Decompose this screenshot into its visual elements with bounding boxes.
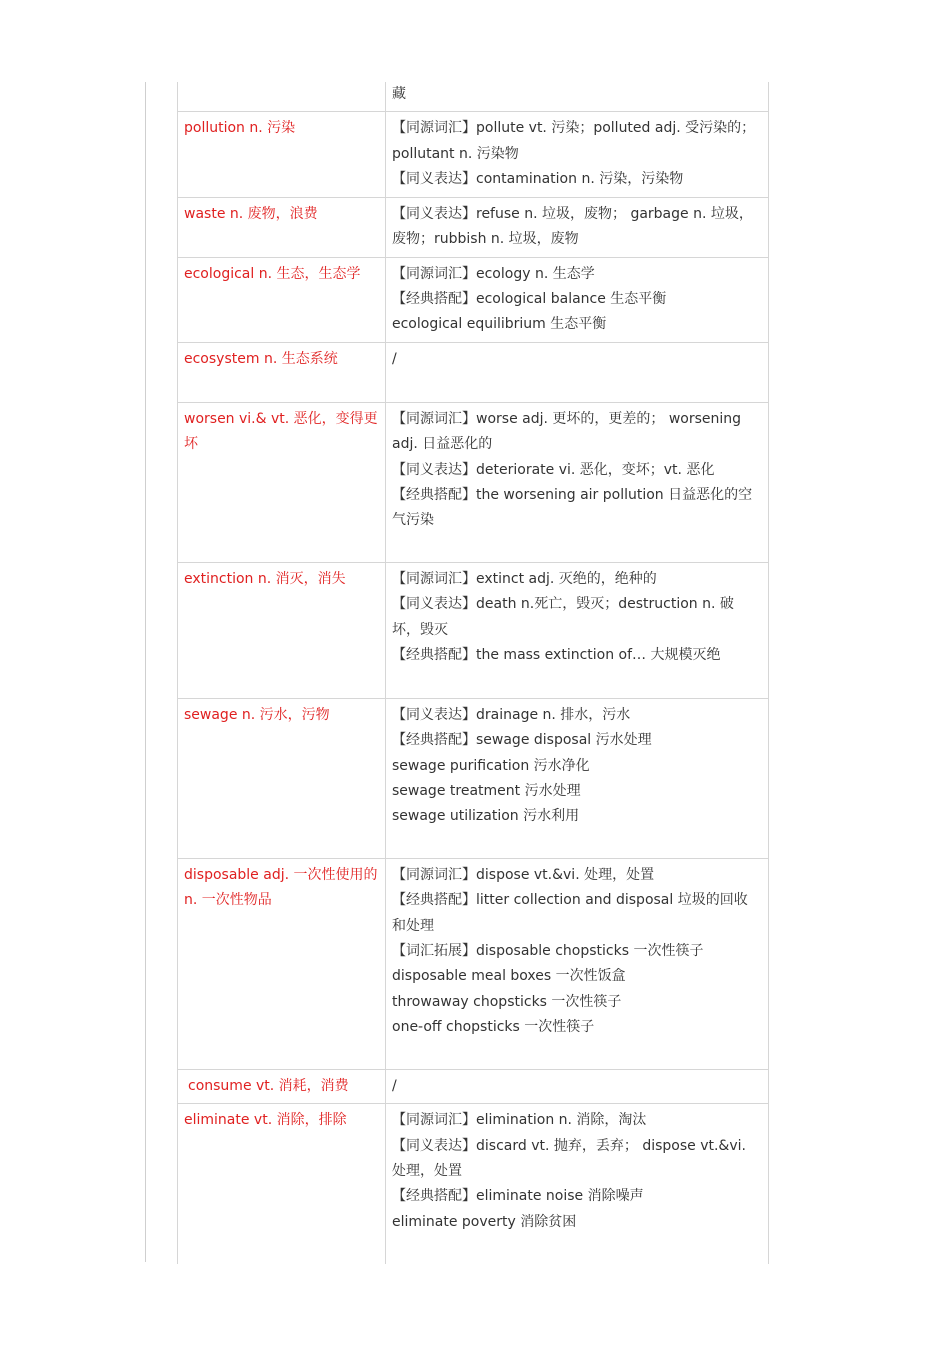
- word-cell: consume vt. 消耗，消费: [178, 1069, 386, 1103]
- table-row: [178, 858, 769, 1069]
- note-line: sewage utilization 污水利用: [392, 808, 580, 825]
- notes-cell: [386, 112, 769, 197]
- word-cell: worsen vi.& vt. 恶化，变得更坏: [178, 402, 386, 562]
- note-line: 【经典搭配】litter collection and disposal 垃圾的回收和处理: [392, 892, 748, 934]
- word-cell: [178, 82, 386, 112]
- word-cell: ecological n. 生态，生态学: [178, 257, 386, 342]
- page-margin-line: [145, 82, 146, 1262]
- word-cell: waste n. 废物，浪费: [178, 197, 386, 257]
- table-row: [178, 112, 769, 197]
- note-line: 【同义表达】drainage n. 排水，污水: [392, 706, 631, 723]
- note-line: disposable meal boxes 一次性饭盒: [392, 968, 626, 985]
- note-line: 【词汇拓展】disposable chopsticks 一次性筷子: [392, 943, 704, 960]
- table-row: [178, 342, 769, 402]
- notes-cell: [386, 1104, 769, 1264]
- vocabulary-table: [177, 82, 769, 1264]
- note-line: 【经典搭配】eliminate noise 消除噪声: [392, 1188, 644, 1205]
- table-row: [178, 402, 769, 562]
- note-line: 【同源词汇】elimination n. 消除，淘汰: [392, 1112, 647, 1129]
- note-line: throwaway chopsticks 一次性筷子: [392, 993, 622, 1010]
- notes-cell: [386, 342, 769, 402]
- note-line: 藏: [392, 86, 406, 102]
- word-cell: eliminate vt. 消除，排除: [178, 1104, 386, 1264]
- table-row: [178, 698, 769, 858]
- note-line: 【经典搭配】sewage disposal 污水处理: [392, 732, 652, 749]
- note-line: 【同源词汇】ecology n. 生态学: [392, 265, 595, 282]
- note-line: 【经典搭配】ecological balance 生态平衡: [392, 291, 667, 308]
- notes-cell: [386, 562, 769, 698]
- notes-cell: [386, 257, 769, 342]
- note-line: 【经典搭配】the mass extinction of… 大规模灭绝: [392, 647, 721, 664]
- notes-cell: [386, 82, 769, 112]
- table-row: [178, 1104, 769, 1264]
- note-line: 【同义表达】discard vt. 抛弃，丢弃； dispose vt.&vi. 处理，处置: [392, 1137, 746, 1180]
- note-line: 【同义表达】contamination n. 污染，污染物: [392, 171, 684, 188]
- word-cell: extinction n. 消灭，消失: [178, 562, 386, 698]
- table-row: [178, 197, 769, 257]
- note-line: one-off chopsticks 一次性筷子: [392, 1019, 595, 1036]
- note-line: sewage treatment 污水处理: [392, 783, 581, 800]
- note-line: eliminate poverty 消除贫困: [392, 1213, 577, 1230]
- note-line: 【同源词汇】dispose vt.&vi. 处理，处置: [392, 866, 655, 883]
- note-line: /: [392, 1077, 397, 1094]
- word-cell: ecosystem n. 生态系统: [178, 342, 386, 402]
- note-line: 【同义表达】refuse n. 垃圾，废物； garbage n. 垃圾，废物；rubbish n. 垃圾，废物: [392, 205, 753, 248]
- word-cell: pollution n. 污染: [178, 112, 386, 197]
- note-line: sewage purification 污水净化: [392, 757, 590, 774]
- notes-cell: [386, 402, 769, 562]
- notes-cell: [386, 698, 769, 858]
- note-line: 【同源词汇】pollute vt. 污染；polluted adj. 受污染的；pollutant n. 污染物: [392, 120, 756, 162]
- notes-cell: [386, 197, 769, 257]
- word-cell: sewage n. 污水，污物: [178, 698, 386, 858]
- table-row: [178, 562, 769, 698]
- notes-cell: [386, 1069, 769, 1103]
- notes-cell: [386, 858, 769, 1069]
- note-line: 【同义表达】deteriorate vi. 恶化，变坏；vt. 恶化: [392, 461, 715, 478]
- word-cell: disposable adj. 一次性使用的 n. 一次性物品: [178, 858, 386, 1069]
- table-row: [178, 82, 769, 112]
- note-line: /: [392, 350, 397, 367]
- table-row: [178, 1069, 769, 1103]
- note-line: 【同源词汇】extinct adj. 灭绝的，绝种的: [392, 570, 657, 587]
- note-line: 【经典搭配】the worsening air pollution 日益恶化的空气污染: [392, 487, 753, 529]
- note-line: ecological equilibrium 生态平衡: [392, 316, 607, 333]
- note-line: 【同源词汇】worse adj. 更坏的，更差的； worsening adj. 日益恶化的: [392, 410, 742, 453]
- note-line: 【同义表达】death n.死亡，毁灭；destruction n. 破坏，毁灭: [392, 596, 734, 638]
- table-row: [178, 257, 769, 342]
